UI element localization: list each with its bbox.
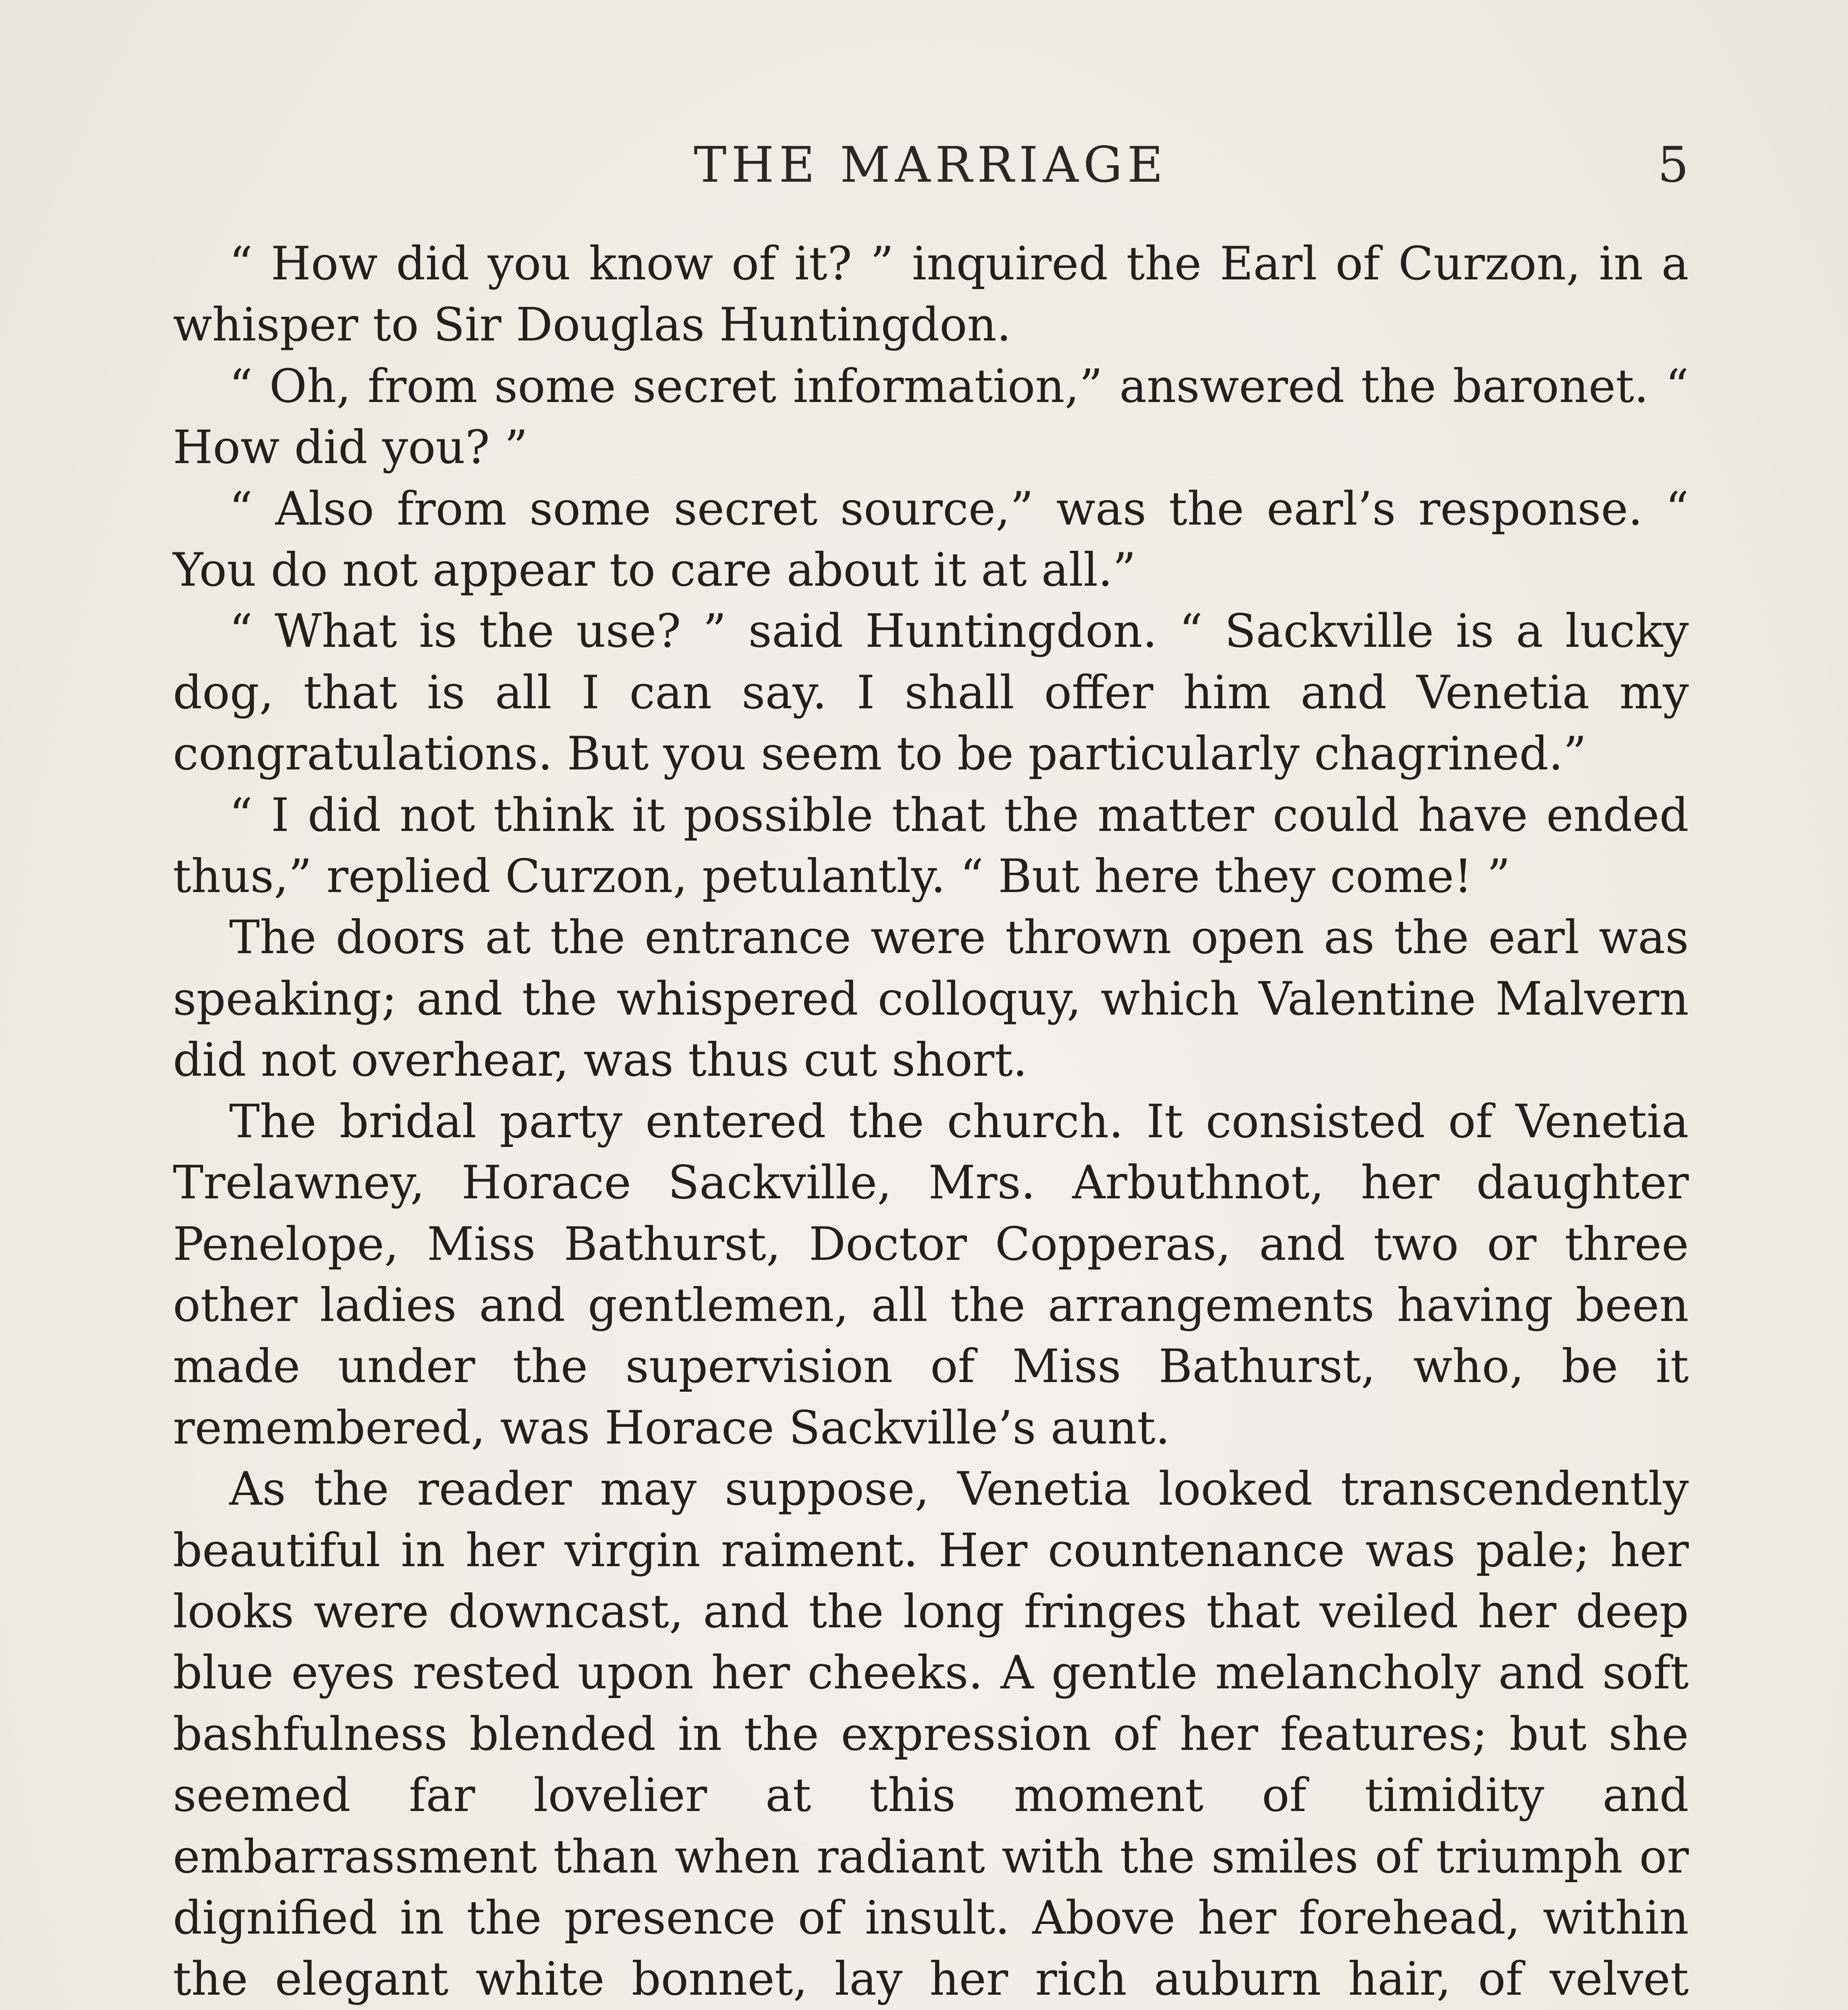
- running-head: [173, 133, 1689, 197]
- paragraph-6: The doors at the entrance were thrown open as the earl was speaking; and the whispered colloquy, which Valentine Malvern did not overhear, was thus cut short.: [173, 911, 1689, 1087]
- paragraph-7: The bridal party entered the church. It consisted of Venetia Trelawney, Horace Sackville, Mrs. Arbuthnot, her daughter Penelope, Miss Bathurst, Doctor Copperas, and two or three other ladies and gentlemen, all the arrangements having been made under the supervision of Miss Bathurst, who, be it remembered, was Horace Sackville’s aunt.: [173, 1094, 1689, 1454]
- paragraph-1: “ How did you know of it? ” inquired the Earl of Curzon, in a whisper to Sir Douglas Huntingdon.: [173, 237, 1689, 352]
- page-number: 5: [1657, 136, 1689, 193]
- paragraph-3: “ Also from some secret source,” was the earl’s response. “ You do not appear to care about it at all.”: [173, 482, 1689, 597]
- paragraph-4: “ What is the use? ” said Huntingdon. “ Sackville is a lucky dog, that is all I can say. I shall offer him and Venetia my congratulations. But you seem to be particularly chagrined.”: [173, 604, 1689, 781]
- running-title: THE MARRIAGE: [694, 136, 1168, 193]
- paragraph-5: “ I did not think it possible that the matter could have ended thus,” replied Curzon, petulantly. “ But here they come! ”: [173, 788, 1689, 903]
- body-text: [173, 233, 1689, 2010]
- paragraph-8: As the reader may suppose, Venetia looked transcendently beautiful in her virgin raiment. Her countenance was pale; her looks were downcast, and the long fringes that veiled her deep blue eyes rested upon her cheeks. A gentle melancholy and soft bashfulness blended in the expression of her features; but she seemed far lovelier at this moment of timidity and embarrassment than when radiant with the smiles of triumph or dignified in the presence of insult. Above her forehead, within the elegant white bonnet, lay her rich auburn hair, of velvet: [173, 1462, 1689, 2006]
- paragraph-2: “ Oh, from some secret information,” answered the baronet. “ How did you? ”: [173, 359, 1689, 474]
